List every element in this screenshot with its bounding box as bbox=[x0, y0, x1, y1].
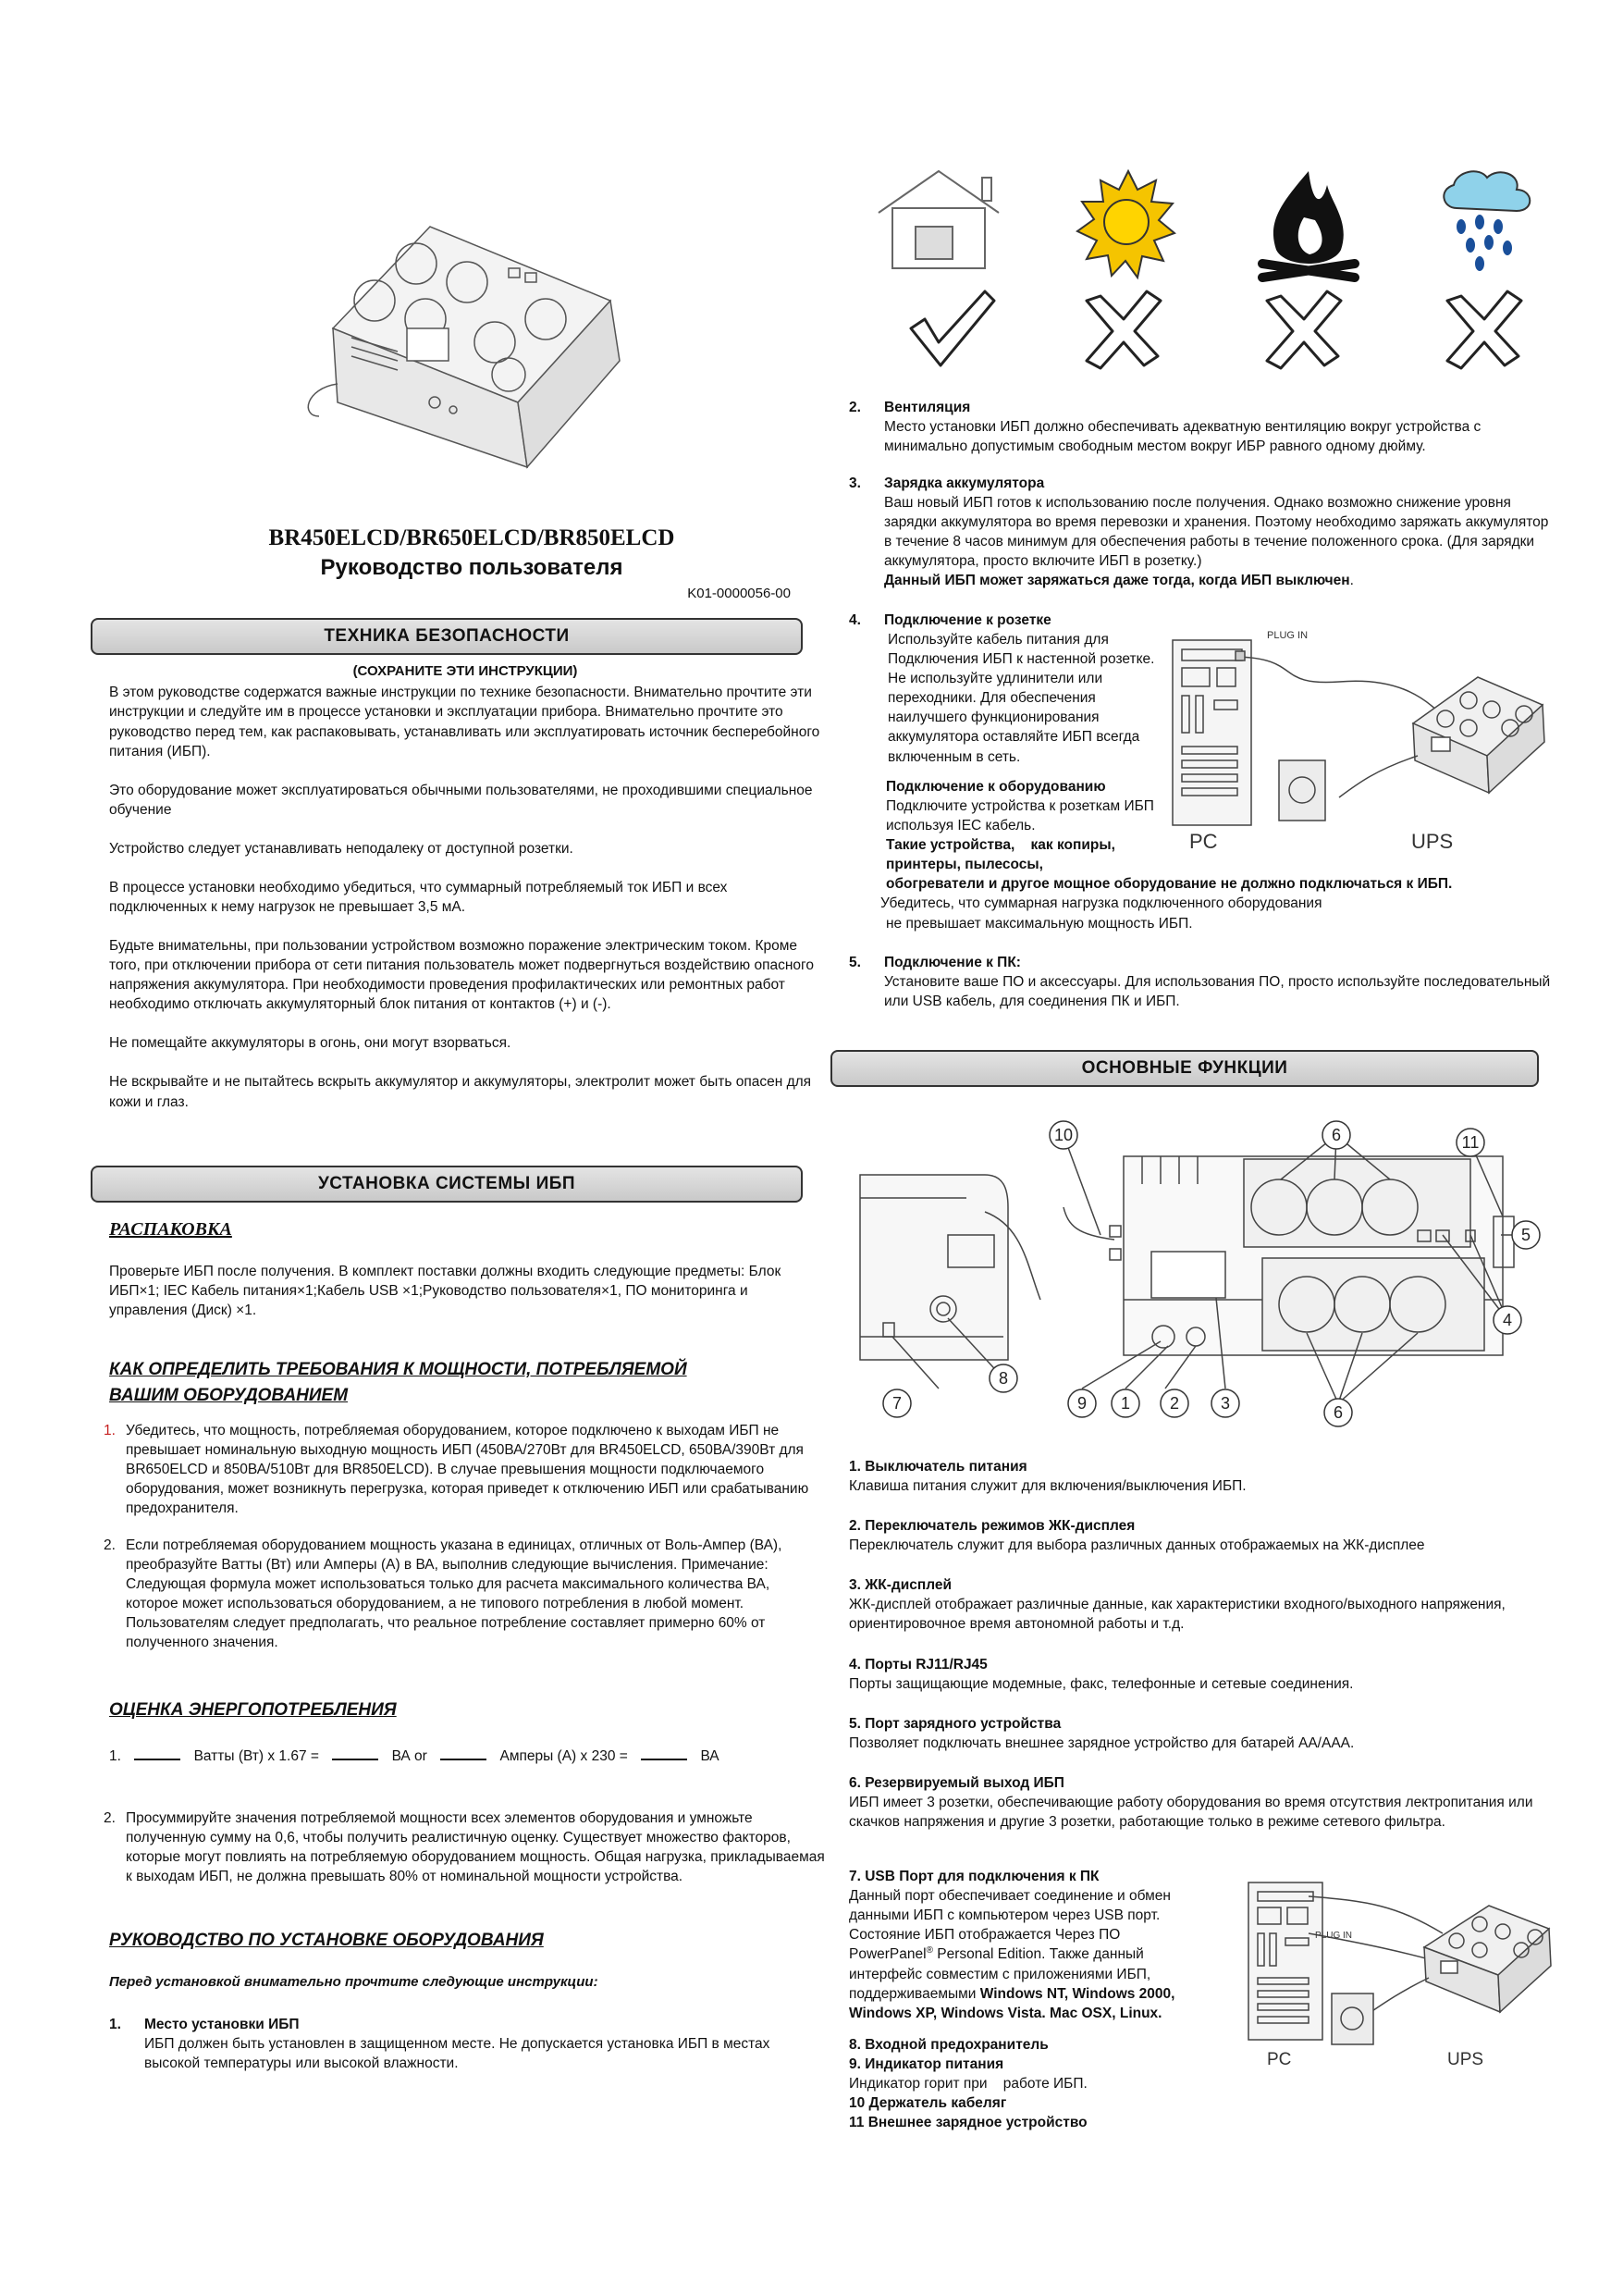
guide-title: РУКОВОДСТВО ПО УСТАНОВКЕ ОБОРУДОВАНИЯ bbox=[109, 1931, 544, 1950]
callout-label: 7 bbox=[891, 1394, 903, 1413]
usb-bold: Windows NT, Windows 2000, Windows XP, Windows Vista. Mac OSX, Linux. bbox=[849, 1985, 1175, 2021]
callout-label: 11 bbox=[1461, 1133, 1480, 1152]
fire-icon bbox=[1262, 171, 1355, 278]
functions-header: ОСНОВНЫЕ ФУНКЦИИ bbox=[830, 1050, 1539, 1087]
place-item bbox=[109, 2015, 821, 2073]
model-title: BR450ELCD/BR650ELCD/BR850ELCD bbox=[268, 525, 675, 550]
outlet-text: Используйте кабель питания для Подключения ИБП к настенной розетке. Не используйте удлинители или переходники. Для обеспечения наилучшего функционирования аккумулятора оставляйте ИБП всегда включенным в сеть. bbox=[888, 632, 1155, 765]
safety-paragraph: Не вскрывайте и не пытайтесь вскрыть аккумулятор и аккумуляторы, электролит может быть опасен для кожи и глаз. bbox=[109, 1074, 812, 1110]
usb-text-1: Данный порт обеспечивает соединение и обмен данными ИБП с компьютером через USB порт. Состояние ИБП отображается Через ПО PowerPanel bbox=[849, 1888, 1171, 1963]
pc-number: 5. bbox=[849, 955, 861, 970]
charge-text: Ваш новый ИБП готов к использованию после получения. Однако возможно снижение уровня зарядки аккумулятора во время перевозки и хранения. Поэтому необходимо заряжать аккумулятор в течение 8 часов минимум для обеспечения работы в течение положенного срока. (Для зарядки аккумулятора, просто включите ИБП в розетку.) bbox=[884, 495, 1549, 570]
led-title: 9. Индикатор питания bbox=[849, 2056, 1004, 2073]
func-title: 5. Порт зарядного устройства bbox=[849, 1715, 1062, 1732]
place-number: 1. bbox=[109, 2017, 121, 2032]
safety-header: ТЕХНИКА БЕЗОПАСНОСТИ bbox=[91, 618, 803, 655]
plugin-label: PLUG IN bbox=[1315, 1931, 1353, 1941]
holder-title: 10 Держатель кабеляг bbox=[849, 2095, 1007, 2112]
safety-section bbox=[109, 662, 821, 1112]
pc-item bbox=[849, 953, 1552, 1011]
func-title: 6. Резервируемый выход ИБП bbox=[849, 1774, 1064, 1791]
callout-label: 4 bbox=[1502, 1311, 1513, 1329]
connection-figure bbox=[1163, 622, 1552, 853]
install-header: УСТАНОВКА СИСТЕМЫ ИБП bbox=[91, 1166, 803, 1203]
equip-bold-1: Такие устройства, как копиры, bbox=[886, 837, 1115, 854]
func-title: 1. Выключатель питания bbox=[849, 1459, 1027, 1475]
energy-item-2-number: 2. bbox=[104, 1810, 116, 1826]
pc-title: Подключение к ПК: bbox=[884, 955, 1021, 970]
led-text: Индикатор горит при работе ИБП. bbox=[849, 2076, 1088, 2092]
formula-amps: Амперы (А) x 230 = bbox=[499, 1748, 628, 1764]
vent-text: Место установки ИБП должно обеспечивать адекватную вентиляцию вокруг устройства с минимально допустимым свободным местом вокруг ИБР равного одному дюйму. bbox=[884, 419, 1482, 455]
rain-icon bbox=[1444, 171, 1530, 271]
charge-dot: . bbox=[1349, 573, 1354, 589]
vent-number: 2. bbox=[849, 400, 861, 415]
func-title: 3. ЖК-дисплей bbox=[849, 1577, 953, 1594]
callout-label: 10 bbox=[1053, 1126, 1074, 1144]
formula-number: 1. bbox=[109, 1748, 121, 1764]
callout-label: 6 bbox=[1333, 1403, 1344, 1422]
energy-formula bbox=[109, 1747, 830, 1766]
equip-bold-3: обогреватели и другое мощное оборудование не должно подключаться к ИБП. bbox=[886, 876, 1453, 893]
callout-label: 2 bbox=[1169, 1394, 1180, 1413]
functions-diagram bbox=[855, 1115, 1549, 1429]
func-text: ЖК-дисплей отображает различные данные, как характеристики входного/выходного напряжения, ориентировочное время автономной работы и т.д. bbox=[849, 1597, 1506, 1633]
sun-icon bbox=[1077, 171, 1174, 278]
outlet-title: Подключение к розетке bbox=[884, 612, 1051, 628]
equip-text: Подключите устройства к розеткам ИБП используя IEC кабель. bbox=[886, 798, 1154, 834]
callout-label: 3 bbox=[1220, 1394, 1231, 1413]
func-title: 2. Переключатель режимов ЖК-дисплея bbox=[849, 1518, 1136, 1535]
func-text: Позволяет подключать внешнее зарядное устройство для батарей AA/AAA. bbox=[849, 1734, 1355, 1751]
func-text: ИБП имеет 3 розетки, обеспечивающие работу оборудования во время отсутствия лектропитания или скачков напряжения и другие 3 розетки, работающие только в режиме сетевого фильтра. bbox=[849, 1794, 1533, 1831]
charge-number: 3. bbox=[849, 475, 861, 491]
power-item-1 bbox=[104, 1421, 825, 1518]
fuse-title: 8. Входной предохранитель bbox=[849, 2037, 1049, 2053]
safety-paragraph: Устройство следует устанавливать неподалеку от доступной розетки. bbox=[109, 840, 573, 857]
formula-watts: Ватты (Вт) x 1.67 = bbox=[193, 1748, 319, 1764]
equip-bold-2: принтеры, пылесосы, bbox=[886, 857, 1043, 873]
energy-item-2 bbox=[104, 1808, 825, 1886]
functions-list bbox=[849, 1457, 1552, 1832]
vent-title: Вентиляция bbox=[884, 400, 971, 415]
ups-label: UPS bbox=[1411, 830, 1454, 853]
outlet-item bbox=[849, 611, 1163, 767]
energy-title: ОЦЕНКА ЭНЕРГОПОТРЕБЛЕНИЯ bbox=[109, 1700, 397, 1720]
power-item-2-number: 2. bbox=[104, 1537, 116, 1553]
guide-note: Перед установкой внимательно прочтите следующие инструкции: bbox=[109, 1974, 598, 1990]
charge-item bbox=[849, 474, 1552, 590]
power-title-line2: ВАШИМ ОБОРУДОВАНИЕМ bbox=[109, 1386, 349, 1405]
func-text: Переключатель служит для выбора различных данных отображаемых на ЖК-дисплее bbox=[849, 1537, 1425, 1554]
usb-title: 7. USB Порт для подключения к ПК bbox=[849, 1869, 1100, 1884]
usb-text-2: Personal Edition. Также данный интерфейс совместим с приложениями ИБП, поддерживаемыми bbox=[849, 1946, 1151, 2002]
environment-icons bbox=[869, 167, 1544, 379]
formula-va-or: ВА or bbox=[391, 1748, 427, 1764]
charge-title: Зарядка аккумулятора bbox=[884, 475, 1045, 491]
check-icon bbox=[911, 291, 994, 365]
charge-bold: Данный ИБП может заряжаться даже тогда, когда ИБП выключен bbox=[884, 573, 1350, 589]
func-text: Клавиша питания служит для включения/выключения ИБП. bbox=[849, 1478, 1247, 1495]
pc-text: Установите ваше ПО и аксессуары. Для использования ПО, просто используйте последовательный или USB кабель, для соединения ПК и ИБП. bbox=[884, 974, 1551, 1010]
callout-label: 6 bbox=[1331, 1126, 1342, 1144]
formula-blank[interactable] bbox=[332, 1759, 378, 1760]
callout-label: 1 bbox=[1120, 1394, 1131, 1413]
power-item-1-text: Убедитесь, что мощность, потребляемая оборудованием, которое подключено к выходам ИБП не превышает номинальную выходную мощность ИБП (450ВА/270Вт для BR450ELCD, 650ВА/390Вт для BR650ELCD и 850ВА/510Вт для BR850ELCD). В случае превышения мощности подключаемого оборудования, может возникнуть перегрузка, которая приведет к отключению ИБП или срабатыванию предохранителя. bbox=[126, 1423, 809, 1517]
manual-title: Руководство пользователя bbox=[320, 555, 623, 580]
charger-title: 11 Внешнее зарядное устройство bbox=[849, 2115, 1088, 2131]
vent-item bbox=[849, 398, 1552, 456]
formula-blank[interactable] bbox=[134, 1759, 180, 1760]
power-item-2 bbox=[104, 1536, 825, 1652]
unpack-text: Проверьте ИБП после получения. В комплект поставки должны входить следующие предметы: Блок ИБП×1; IEC Кабель питания×1;Кабель USB ×1;Руководство пользователя×1, ПО мониторинга и управления (Диск) ×1. bbox=[109, 1264, 781, 1319]
usb-item bbox=[849, 1867, 1191, 2023]
safety-paragraph: В процессе установки необходимо убедиться, что суммарный потребляемый ток ИБП и всех подключенных к нему нагрузок не превышает 3,5 мА. bbox=[109, 879, 728, 916]
safety-subheader: (СОХРАНИТЕ ЭТИ ИНСТРУКЦИИ) bbox=[352, 663, 578, 679]
callout-label: 9 bbox=[1076, 1394, 1088, 1413]
power-title-line1: КАК ОПРЕДЕЛИТЬ ТРЕБОВАНИЯ К МОЩНОСТИ, ПОТРЕБЛЯЕМОЙ bbox=[109, 1360, 687, 1379]
charge-text-block bbox=[884, 493, 1552, 590]
doc-code: K01-0000056-00 bbox=[687, 586, 791, 601]
safety-paragraph: Не помещайте аккумуляторы в огонь, они могут взорваться. bbox=[109, 1035, 511, 1052]
place-text: ИБП должен быть установлен в защищенном месте. Не допускается установка ИБП в местах высокой температуры или высокой влажности. bbox=[144, 2036, 770, 2072]
callout-label: 5 bbox=[1520, 1226, 1531, 1244]
equip-text2-2: не превышает максимальную мощность ИБП. bbox=[886, 915, 1193, 932]
energy-item-2-text: Просуммируйте значения потребляемой мощности всех элементов оборудования и умножьте полученную сумму на 0,6, чтобы получить реалистичную оценку. Существует множество факторов, которые могут повлиять на потребляемую оборудованием мощность. Общая нагрузка, прикладываемая к выходам ИБП, не должна превышать 80% от номинальной мощности устройства. bbox=[126, 1810, 825, 1885]
func-text: Порты защищающие модемные, факс, телефонные и сетевые соединения. bbox=[849, 1675, 1354, 1692]
pc-label: PC bbox=[1267, 2050, 1292, 2069]
power-item-1-number: 1. bbox=[104, 1423, 116, 1438]
plugin-label: PLUG IN bbox=[1267, 630, 1309, 641]
usb-text-block bbox=[849, 1886, 1191, 2023]
extra-items bbox=[849, 2035, 1237, 2132]
formula-va: ВА bbox=[700, 1748, 719, 1764]
safety-paragraph: Это оборудование может эксплуатироваться обычными пользователями, не проходившими специальное обучение bbox=[109, 782, 813, 818]
func-title: 4. Порты RJ11/RJ45 bbox=[849, 1656, 988, 1673]
formula-blank[interactable] bbox=[641, 1759, 687, 1760]
safety-paragraph: Будьте внимательны, при пользовании устройством возможно поражение электрическим током. Кроме того, при отключении прибора от сети питания пользователь может подвергнуться воздействию опасного напряжения аккумулятора. При необходимости проведения профилактических или ремонтных работ необходимо отключать аккумуляторный блок питания от контактов (+) и (-). bbox=[109, 938, 814, 1013]
usb-figure bbox=[1239, 1878, 1554, 2072]
power-item-2-text: Если потребляемая оборудованием мощность указана в единицах, отличных от Воль-Ампер (ВА), преобразуйте Ватты (Вт) или Амперы (А) в ВА, выполнив следующие вычисления. Примечание: Следующая формула может использоваться только для расчета максимального количества ВА, которое может использоваться оборудованием, а не типового потребления в любой момент. Пользователям следует предполагать, что реальное потребление составляет примерно 60% от полученного значения. bbox=[126, 1537, 782, 1651]
callout-label: 8 bbox=[998, 1369, 1009, 1388]
house-icon bbox=[879, 171, 999, 268]
cross-icon bbox=[1087, 291, 1521, 368]
unpack-title: РАСПАКОВКА bbox=[109, 1219, 232, 1240]
ups-label: UPS bbox=[1447, 2050, 1484, 2069]
formula-blank[interactable] bbox=[440, 1759, 486, 1760]
ups-illustration bbox=[296, 190, 638, 486]
equip-title: Подключение к оборудованию bbox=[886, 779, 1106, 795]
safety-paragraph: В этом руководстве содержатся важные инструкции по технике безопасности. Внимательно прочтите эти инструкции и следуйте им в процессе установки и эксплуатации прибора. Внимательно прочтите это руководство перед тем, как распаковывать, устанавливать или эксплуатировать источник бесперебойного питания (ИБП). bbox=[109, 685, 820, 759]
place-title: Место установки ИБП bbox=[144, 2017, 300, 2032]
equip-text2-1: Убедитесь, что суммарная нагрузка подключенного оборудования bbox=[880, 895, 1322, 912]
pc-label: PC bbox=[1189, 830, 1218, 853]
outlet-number: 4. bbox=[849, 612, 861, 628]
registered-mark: ® bbox=[926, 1945, 933, 1957]
